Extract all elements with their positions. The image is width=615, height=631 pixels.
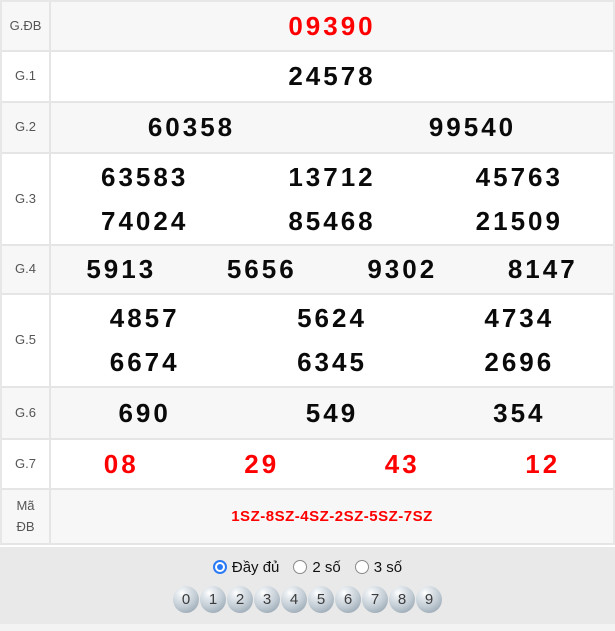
display-mode-radio-group (213, 556, 402, 578)
prize-number-g7: 43 (384, 448, 420, 479)
prize-label-g6: G.6 (2, 388, 51, 438)
prize-number: 4857 (109, 303, 180, 333)
digit-ball-9[interactable]: 9 (416, 586, 442, 613)
digit-ball-row (173, 586, 442, 613)
radio-icon[interactable] (355, 560, 369, 574)
prize-row-g7 (2, 440, 613, 490)
prize-number: 24578 (288, 61, 376, 91)
prize-number: 549 (305, 397, 359, 428)
page-bottom-strip (0, 624, 615, 631)
prize-row-g2 (2, 103, 613, 154)
prize-number: 45763 (475, 161, 563, 192)
prize-number-gdb: 09390 (288, 10, 376, 41)
prize-number: 8147 (507, 254, 578, 284)
prize-number: 9302 (367, 254, 438, 284)
prize-number: 85468 (288, 205, 376, 236)
digit-ball-2[interactable]: 2 (227, 586, 253, 613)
prize-label-ma-db: Mã ĐB (2, 490, 51, 543)
radio-selected-icon[interactable] (213, 560, 227, 574)
radio-icon[interactable] (293, 560, 307, 574)
prize-label-g3: G.3 (2, 154, 51, 244)
prize-number: 99540 (428, 112, 517, 142)
radio-label-full: Đầy đủ (231, 558, 280, 576)
prize-number: 5656 (226, 254, 297, 284)
prize-label-gdb: G.ĐB (2, 2, 51, 50)
prize-label-g7: G.7 (2, 440, 51, 488)
prize-number: 63583 (101, 161, 189, 192)
prize-row-g3 (2, 154, 613, 246)
prize-number: 2696 (484, 347, 555, 377)
prize-label-g4: G.4 (2, 246, 51, 293)
radio-option-2-digits[interactable] (293, 559, 340, 576)
prize-number: 4734 (484, 303, 555, 333)
prize-row-gdb (2, 2, 613, 52)
digit-ball-0[interactable]: 0 (173, 586, 199, 613)
prize-row-g5 (2, 295, 613, 388)
prize-number: 5913 (86, 254, 157, 284)
prize-number-g7: 12 (525, 448, 561, 479)
digit-ball-8[interactable]: 8 (389, 586, 415, 613)
prize-number: 354 (493, 397, 546, 428)
prize-number: 21509 (475, 205, 563, 236)
prize-number: 5624 (297, 303, 367, 333)
digit-ball-5[interactable]: 5 (308, 586, 334, 613)
prize-row-g6 (2, 388, 613, 440)
digit-ball-3[interactable]: 3 (254, 586, 280, 613)
prize-number: 74024 (101, 205, 189, 236)
digit-ball-7[interactable]: 7 (362, 586, 388, 613)
digit-ball-4[interactable]: 4 (281, 586, 307, 613)
prize-label-g2: G.2 (2, 103, 51, 152)
radio-option-3-digits[interactable] (355, 559, 402, 576)
prize-number: 6674 (109, 347, 180, 377)
prize-number: 60358 (147, 112, 236, 142)
prize-label-g5: G.5 (2, 295, 51, 386)
prize-row-ma-db (2, 490, 613, 545)
prize-label-g1: G.1 (2, 52, 51, 101)
prize-number: 6345 (297, 347, 367, 377)
prize-number-g7: 08 (103, 448, 139, 479)
digit-ball-6[interactable]: 6 (335, 586, 361, 613)
prize-row-g1 (2, 52, 613, 103)
special-code-value: 1SZ-8SZ-4SZ-2SZ-5SZ-7SZ (231, 508, 433, 525)
prize-number: 13712 (288, 161, 376, 192)
prize-number: 690 (118, 397, 171, 428)
radio-label-3-digits: 3 số (373, 558, 403, 576)
radio-option-full[interactable] (213, 559, 280, 576)
radio-label-2-digits: 2 số (312, 558, 341, 576)
display-options-panel (0, 547, 615, 624)
digit-ball-1[interactable]: 1 (200, 586, 226, 613)
prize-row-g4 (2, 246, 613, 295)
prize-number-g7: 29 (244, 448, 280, 479)
